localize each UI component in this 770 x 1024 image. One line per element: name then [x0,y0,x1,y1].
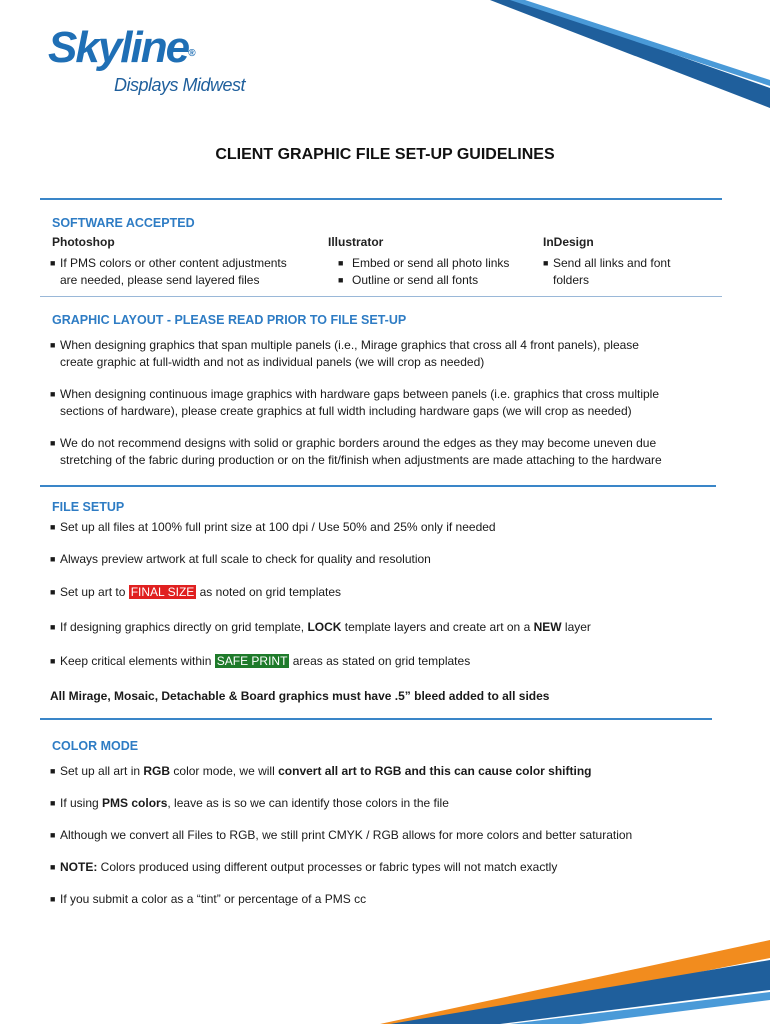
col-illustrator: Illustrator [328,235,384,249]
bleed-note: All Mirage, Mosaic, Detachable & Board graphics must have .5” bleed added to all sides [50,689,550,703]
col-photoshop: Photoshop [52,235,115,249]
software-heading: SOFTWARE ACCEPTED [52,216,195,230]
file-setup-item: ■ Always preview artwork at full scale to check for quality and resolution [50,552,431,566]
photoshop-item: ■ If PMS colors or other content adjustments are needed, please send layered files [50,256,287,287]
layout-item: ■ When designing continuous image graphics with hardware gaps between panels (i.e. graphics that cross multiple sections of hardware), please create graphics at full width including hardware gaps (we will crop as needed) [50,387,659,418]
col-indesign: InDesign [543,235,594,249]
illustrator-item-1: ■ Embed or send all photo links [338,256,510,270]
file-setup-item: ■ Set up all files at 100% full print size at 100 dpi / Use 50% and 25% only if needed [50,520,496,534]
layout-item: ■ When designing graphics that span multiple panels (i.e., Mirage graphics that cross all 4 front panels), please create graphic at full-width and not as individual panels (we will crop as needed) [50,338,639,369]
color-mode-item: ■ Set up all art in RGB color mode, we will convert all art to RGB and this can cause color shifting [50,764,592,778]
brand-subtitle: Displays Midwest [114,75,246,95]
layout-item: ■ We do not recommend designs with solid or graphic borders around the edges as they may become uneven due stretching of the fabric during production or on the fit/finish when adjustments are made attaching to the hardware [50,436,662,467]
final-size-highlight: FINAL SIZE [130,585,195,599]
file-setup-heading: FILE SETUP [52,500,125,514]
illustrator-item-2: ■ Outline or send all fonts [338,273,479,287]
top-swoosh [480,0,770,115]
color-mode-item: ■ Although we convert all Files to RGB, we still print CMYK / RGB allows for more colors and better saturation [50,828,633,842]
brand-name: Skyline [48,23,189,72]
file-setup-item: ■ Keep critical elements within SAFE PRINT areas as stated on grid templates [50,654,471,668]
divider [40,718,712,720]
file-setup-item: ■ If designing graphics directly on grid template, LOCK template layers and create art on a NEW layer [50,620,591,634]
registered-mark: ® [188,48,196,59]
page-title: CLIENT GRAPHIC FILE SET-UP GUIDELINES [215,146,555,163]
color-mode-item: ■ If using PMS colors, leave as is so we can identify those colors in the file [50,796,449,810]
file-setup-item: ■ Set up art to FINAL SIZE as noted on grid templates [50,585,342,599]
color-mode-item: ■ NOTE: Colors produced using different output processes or fabric types will not match exactly [50,860,558,874]
color-mode-heading: COLOR MODE [52,739,139,753]
layout-heading: GRAPHIC LAYOUT - PLEASE READ PRIOR TO FILE SET-UP [52,313,407,327]
indesign-item: ■ Send all links and font folders [543,256,671,287]
divider [40,485,716,487]
color-mode-item: ■ If you submit a color as a “tint” or percentage of a PMS cc [50,892,367,906]
safe-print-highlight: SAFE PRINT [216,654,288,668]
divider [40,296,722,297]
divider [40,198,722,200]
bottom-swoosh [380,900,770,1024]
brand-logo [48,23,196,72]
